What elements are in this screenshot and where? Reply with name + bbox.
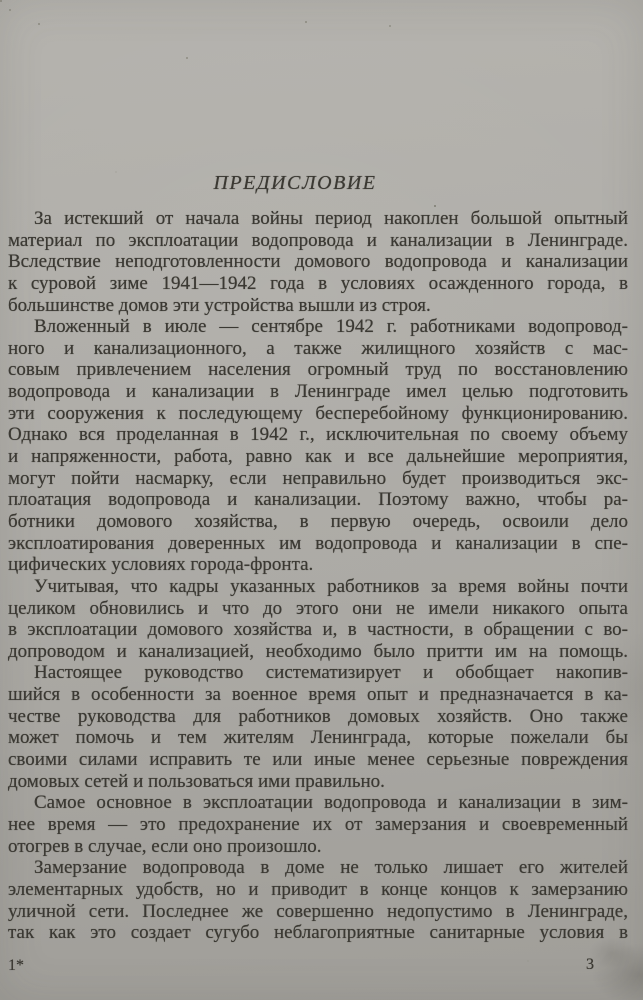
text-line: Учитывая, что кадры указанных работников за время войны почти [34, 575, 628, 597]
text-line: Настоящее руководство систематизирует и обобщает накопив- [34, 662, 628, 684]
text-line: Самое основное в эксплоатации водопровода и канализации в зим- [34, 792, 628, 814]
text-line: отогрев в случае, если оно произошло. [8, 835, 322, 857]
text-line: водопровода и канализации в Ленинграде имел целью подготовить [8, 381, 628, 403]
text-line: большинстве домов эти устройства вышли из строя. [8, 294, 431, 316]
text-line: нее время — это предохранение их от замерзания и своевременный [8, 813, 628, 835]
text-line: допроводом и канализацией, необходимо было притти им на помощь. [8, 640, 628, 662]
text-line: Замерзание водопровода в доме не только лишает его жителей [34, 857, 628, 879]
text-line: эксплоатирования доверенных им водопровода и канализации в спе- [8, 532, 628, 554]
page-number: 3 [586, 956, 594, 973]
text-line: шийся в особенности за военное время опыт и предназначается в ка- [8, 684, 628, 706]
text-line: материал по эксплоатации водопровода и канализации в Ленинграде. [8, 229, 628, 251]
text-line: уличной сети. Последнее же совершенно недопустимо в Ленинграде, [8, 900, 628, 922]
text-line: Вследствие неподготовленности домового водопровода и канализации [8, 251, 628, 273]
text-line: честве руководства для работников домовых хозяйств. Оно также [8, 705, 628, 727]
text-line: элементарных удобств, но и приводит в конце концов к замерзанию [8, 878, 628, 900]
text-line: к суровой зиме 1941—1942 года в условиях осажденного города, в [8, 272, 628, 294]
text-line: так как это создает сугубо неблагоприятные санитарные условия в [8, 922, 628, 944]
text-line: своими силами исправить те или иные менее серьезные повреждения [8, 749, 628, 771]
text-line: цифических условиях города-фронта. [8, 554, 314, 576]
text-line: целиком обновились и что до этого они не имели никакого опыта [8, 597, 628, 619]
paper-speckles [0, 0, 2, 2]
signature-mark: 1* [8, 957, 24, 974]
page-title: ПРЕДИСЛОВИЕ [213, 172, 377, 194]
text-line: может помочь и тем жителям Ленинграда, которые пожелали бы [8, 727, 628, 749]
text-line: Однако вся проделанная в 1942 г., исключительная по своему объему [8, 424, 628, 446]
text-line: в эксплоатации домового хозяйства и, в частности, в обращении с во- [8, 619, 628, 641]
text-line: ботники домового хозяйства, в первую очередь, освоили дело [8, 510, 628, 532]
text-line: плоатация водопровода и канализации. Поэтому важно, чтобы ра- [8, 489, 628, 511]
text-line: Вложенный в июле — сентябре 1942 г. работниками водопровод- [34, 316, 628, 338]
text-line: За истекший от начала войны период накоплен большой опытный [34, 208, 628, 229]
text-line: эти сооружения к последующему бесперебойному функционированию. [8, 402, 628, 424]
text-line: ного и канализационного, а также жилищного хозяйств с мас- [8, 337, 628, 359]
text-line: домовых сетей и пользоваться ими правильно. [8, 770, 385, 792]
text-line: и напряженности, работа, равно как и все дальнейшие мероприятия, [8, 446, 628, 468]
page-body [8, 208, 628, 944]
text-line: совым привлечением населения огромный труд по восстановлению [8, 359, 628, 381]
text-line: могут пойти насмарку, если неправильно будет производиться экс- [8, 467, 628, 489]
